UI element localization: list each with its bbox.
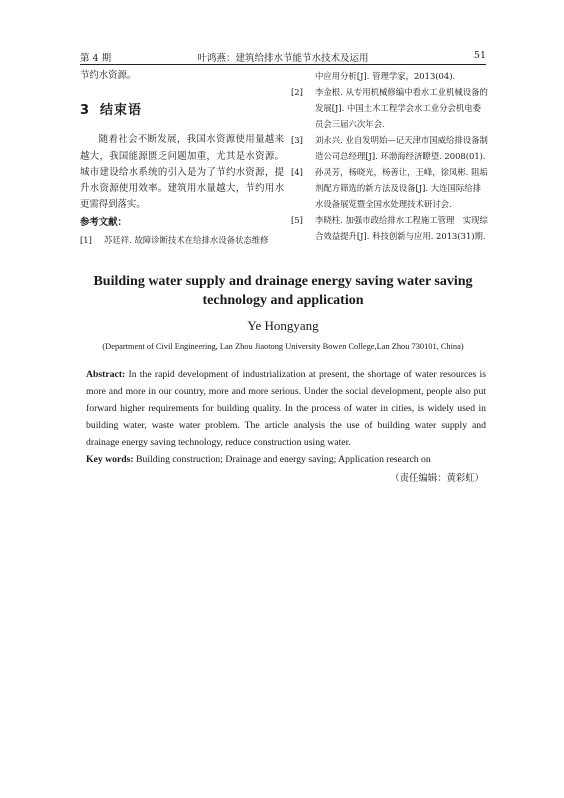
reference-item [291,84,489,132]
running-title: 叶鸿燕：建筑给排水节能节水技术及运用 [197,53,369,64]
reference-text: 李金根. 从专用机械修编中看水工业机械设备的发展[J]. 中国土木工程学会水工业分会机电委员会三届六次年会. [315,87,488,129]
right-column [291,68,489,244]
reference-item [291,132,489,164]
left-column [80,68,284,248]
reference-continuation: 中应用分析[J]. 管理学家，2013(04). [315,71,456,81]
reference-number: [3] [291,135,303,145]
keywords-label: Key words: [86,454,134,465]
reference-text: 李晓柱. 加强市政给排水工程施工管理 实现综合效益提升[J]. 科技创新与应用. 2013(31)期. [315,215,488,241]
keywords-paragraph [86,451,486,468]
keywords-text: Building construction; Drainage and energy saving; Application research on [136,454,431,465]
carryover-text: 节约水资源。 [80,70,137,81]
abstract-label: Abstract: [86,369,126,380]
reference-text: 孙灵芳，杨晓光，杨善让，王峰，徐凤彬. 阻垢剂配方筛选的新方法及设备[J]. 大连国际给排水设备展览暨全国水处理技术研讨会. [315,167,488,209]
abstract-block [86,366,486,468]
references-label: 参考文献： [80,217,127,229]
reference-item [291,164,489,212]
conclusion-paragraph: 随着社会不断发展，我国水资源使用量越来越大，我国能源匮乏问题加重，尤其是水资源。城市建设给水系统的引入是为了节约水资源，提升水资源使用效率。建筑用水量越大，节约用水更需得到落实。 [80,134,284,211]
section-number: 3 [80,103,91,119]
section-title: 结束语 [100,103,143,119]
reference-number: [1] [80,234,92,245]
page-number: 51 [473,50,486,61]
author-affiliation: (Department of Civil Engineering, Lan Zhou Jiaotong University Bowen College,Lan Zhou 730101, China) [102,342,464,351]
reference-text: 刘永兴. 业自发明始—记天津市国威给排设备制造公司总经理[J]. 环渤海经济瞭望. 2008(01). [315,135,488,161]
abstract-text: In the rapid development of industrialization at present, the shortage of water resources is more and more in our country, more and more serious. Under the social development, people also put forward higher requirements for building quality. In the process of water in cities, is widely used in building water, waste water problem. The article analysis the use of building water supply and drainage energy saving technology, reduce construction using water. [86,369,486,448]
author-name: Ye Hongyang [247,318,319,333]
reference-number: [2] [291,87,303,97]
reference-number: [4] [291,167,303,177]
editor-note: （责任编辑：黄彩虹） [390,473,484,484]
issue-label: 第 4 期 [80,53,112,64]
english-title: Building water supply and drainage energy saving water saving technology and application [93,274,473,308]
reference-number: [5] [291,215,303,225]
page-header [80,48,486,65]
abstract-paragraph [86,366,486,451]
reference-item [80,232,284,248]
reference-item [291,212,489,244]
section-heading [80,103,284,119]
reference-text: 苏廷祥. 故障诊断技术在给排水设备状态维修 [104,234,269,245]
